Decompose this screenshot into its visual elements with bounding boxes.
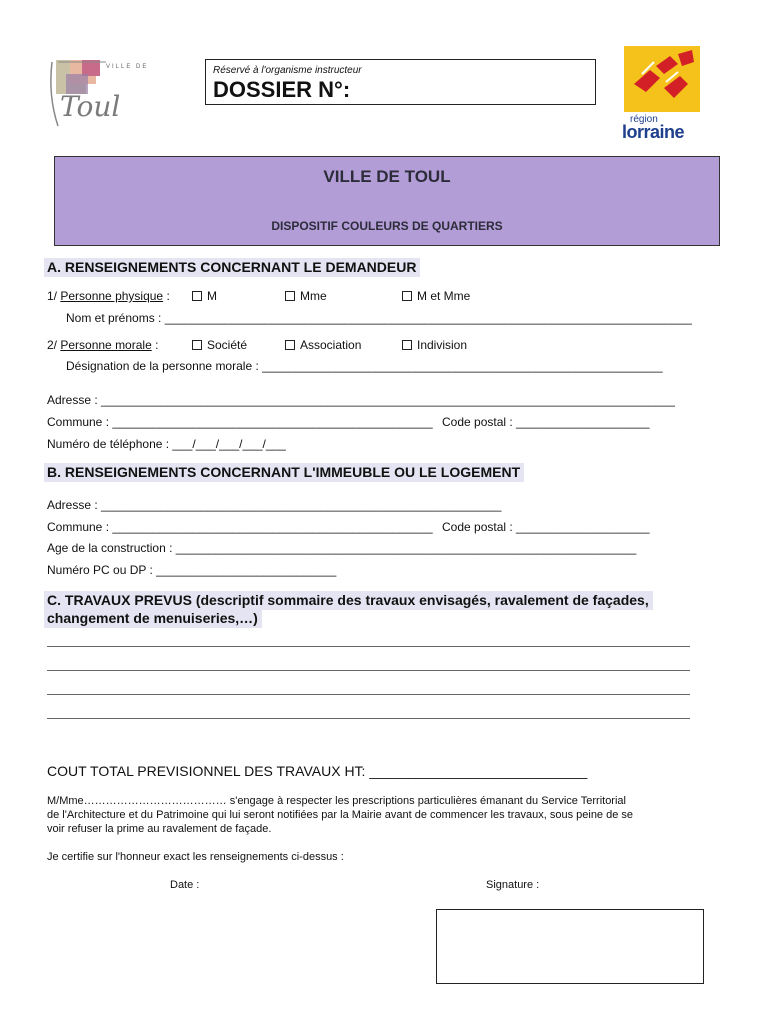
certification-text: Je certifie sur l'honneur exact les renseignements ci-dessus :: [47, 851, 344, 863]
travaux-line[interactable]: [47, 670, 690, 671]
personne-physique-label: Personne physique: [60, 289, 164, 303]
adresse-a-field[interactable]: Adresse : ______________________________________________________________________________________: [47, 393, 675, 407]
option-societe[interactable]: [192, 338, 247, 352]
date-label: Date :: [170, 879, 200, 891]
telephone-field[interactable]: Numéro de téléphone : ___/___/___/___/___: [47, 437, 286, 451]
nom-prenoms-field[interactable]: Nom et prénoms : _______________________________________________________________________________: [66, 311, 692, 325]
option-mme-label: Mme: [300, 289, 327, 303]
checkbox-association[interactable]: [285, 340, 295, 350]
reserved-box: [205, 59, 596, 105]
personne-physique-row: [47, 289, 170, 303]
section-b-title: B. RENSEIGNEMENTS CONCERNANT L'IMMEUBLE OU LE LOGEMENT: [44, 463, 524, 482]
numero-pc-field[interactable]: Numéro PC ou DP : ___________________________: [47, 563, 337, 577]
section-c-title-line2: changement de menuiseries,…): [44, 609, 262, 628]
option-indivision-label: Indivision: [417, 338, 468, 352]
engagement-line2: de l'Architecture et du Patrimoine qui lui seront notifiées par la Mairie avant de commencer les travaux, sous peine de se: [47, 809, 634, 821]
banner-title: VILLE DE TOUL: [323, 167, 451, 186]
checkbox-mme[interactable]: [285, 291, 295, 301]
option-m-label: M: [207, 289, 217, 303]
dossier-label: DOSSIER N°:: [213, 77, 351, 102]
checkbox-societe[interactable]: [192, 340, 202, 350]
region-lorraine-emblem: [620, 44, 704, 114]
toul-logo-top-text: VILLE DE: [106, 64, 149, 70]
region-logo-line1: région: [630, 114, 658, 125]
travaux-line[interactable]: [47, 694, 690, 695]
option-m-et-mme[interactable]: [402, 289, 470, 303]
toul-logo: [46, 56, 166, 140]
section-c-title-line1: C. TRAVAUX PREVUS (descriptif sommaire des travaux envisagés, ravalement de façades,: [44, 591, 653, 610]
designation-field[interactable]: Désignation de la personne morale : ____________________________________________________________: [66, 359, 663, 373]
travaux-line[interactable]: [47, 646, 690, 647]
checkbox-m-et-mme[interactable]: [402, 291, 412, 301]
personne-morale-prefix: 2/: [47, 338, 58, 352]
personne-physique-prefix: 1/: [47, 289, 58, 303]
personne-morale-colon: :: [155, 338, 159, 352]
option-mme[interactable]: [285, 289, 327, 303]
signature-label: Signature :: [486, 879, 540, 891]
toul-logo-name: Toul: [60, 90, 121, 123]
signature-box[interactable]: [436, 909, 704, 984]
option-association[interactable]: [285, 338, 361, 352]
engagement-line1: M/Mme………………………………… s'engage à respecter les prescriptions particulières émanant du Service Territorial: [47, 795, 626, 807]
option-indivision[interactable]: [402, 338, 467, 352]
age-construction-field[interactable]: Age de la construction : _____________________________________________________________________: [47, 541, 637, 555]
commune-b-field[interactable]: Commune : ________________________________________________: [47, 520, 433, 534]
commune-a-field[interactable]: Commune : ________________________________________________: [47, 415, 433, 429]
code-postal-b-field[interactable]: Code postal : ____________________: [442, 520, 650, 534]
personne-morale-label: Personne morale: [60, 338, 152, 352]
travaux-line[interactable]: [47, 718, 690, 719]
banner-subtitle: DISPOSITIF COULEURS DE QUARTIERS: [271, 219, 503, 233]
personne-morale-row: [47, 338, 158, 352]
region-logo-line2: lorraine: [622, 122, 685, 142]
cout-total-field[interactable]: COUT TOTAL PREVISIONNEL DES TRAVAUX HT: ____________________________: [47, 763, 588, 779]
option-m[interactable]: [192, 289, 217, 303]
reserved-label: Réservé à l'organisme instructeur: [213, 65, 362, 76]
section-a-title: A. RENSEIGNEMENTS CONCERNANT LE DEMANDEUR: [44, 258, 420, 277]
engagement-line3: voir refuser la prime au ravalement de façade.: [47, 823, 272, 835]
region-lorraine-logo: [620, 44, 704, 142]
option-association-label: Association: [300, 338, 362, 352]
option-m-et-mme-label: M et Mme: [417, 289, 471, 303]
personne-physique-colon: :: [166, 289, 170, 303]
code-postal-a-field[interactable]: Code postal : ____________________: [442, 415, 650, 429]
checkbox-m[interactable]: [192, 291, 202, 301]
option-societe-label: Société: [207, 338, 248, 352]
checkbox-indivision[interactable]: [402, 340, 412, 350]
adresse-b-field[interactable]: Adresse : ____________________________________________________________: [47, 498, 502, 512]
title-banner: [54, 156, 720, 246]
